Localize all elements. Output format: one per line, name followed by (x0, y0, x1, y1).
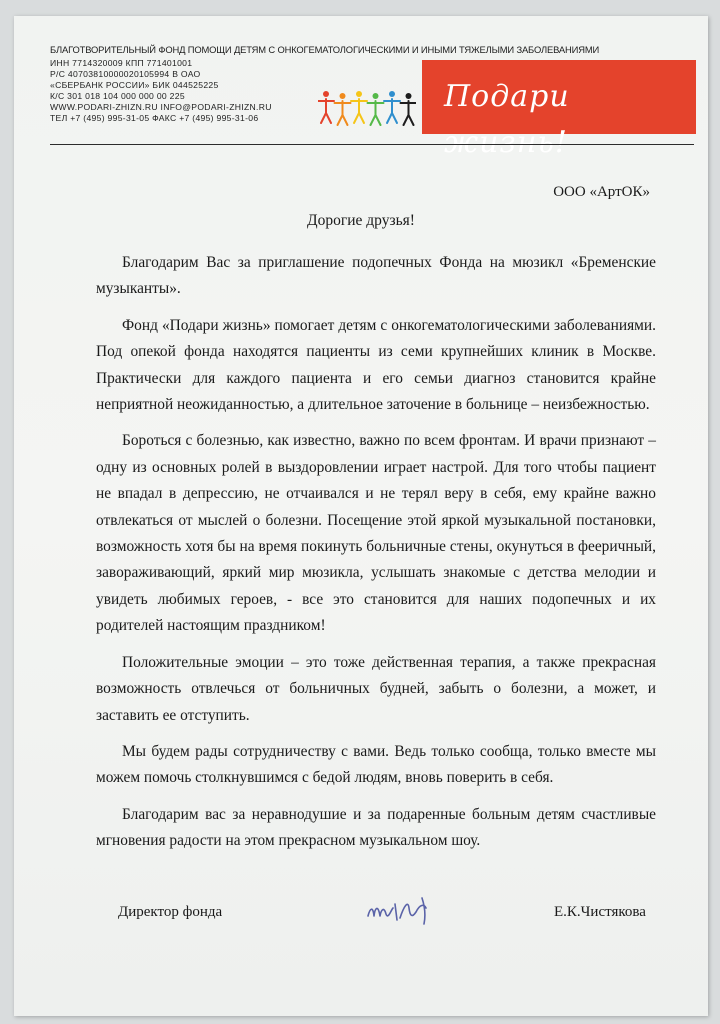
foundation-full-name: БЛАГОТВОРИТЕЛЬНЫЙ ФОНД ПОМОЩИ ДЕТЯМ С ОНКОГЕМАТОЛОГИЧЕСКИМИ И ИНЫМИ ТЯЖЕЛЫМИ ЗАБОЛЕВАНИЯМИ (50, 44, 600, 55)
letter-page (14, 16, 708, 1016)
paragraph: Благодарим Вас за приглашение подопечных Фонда на мюзикл «Бременские музыканты». (96, 254, 656, 298)
people-logo-icon (318, 88, 416, 128)
paragraph: Мы будем рады сотрудничеству с вами. Ведь только сообща, только вместе мы можем помочь столкнувшимся с бедой людям, вновь поверить в себя. (96, 742, 656, 787)
greeting: Дорогие друзья! (307, 212, 415, 229)
requisites-inn: ИНН 7714320009 КПП 771401001 (50, 58, 193, 68)
paragraph: Фонд «Подари жизнь» помогает детям с онкогематологическими заболеваниями. Под опекой фонда находятся пациенты из семи крупнейших клиник в Москве. Практически для каждого пациента и его семьи диагноз становится крайне неприятной неожиданностью, а длительное заточение в больнице – неизбежностью. (96, 316, 656, 414)
person-figure-icon (368, 93, 384, 125)
requisites-phone: ТЕЛ +7 (495) 995-31-05 ФАКС +7 (495) 995-31-06 (50, 112, 259, 123)
requisites-account: Р/С 40703810000020105994 В ОАО (50, 68, 201, 79)
person-figure-icon (351, 91, 367, 123)
requisites-web: WWW.PODARI-ZHIZN.RU INFO@PODARI-ZHIZN.RU (50, 101, 272, 112)
brand-logo-text: Подари жизнь! (444, 79, 570, 160)
person-figure-icon (401, 93, 417, 125)
recipient: ООО «АртОК» (553, 184, 650, 200)
person-figure-icon (335, 93, 351, 125)
paragraph: Благодарим вас за неравнодушие и за подаренные больным детям счастливые мгновения радости на этом прекрасном музыкальном шоу. (96, 805, 656, 850)
letterhead-divider (50, 144, 694, 145)
letter-body (96, 250, 656, 865)
signatory-name: Е.К.Чистякова (554, 904, 646, 920)
person-figure-icon (318, 91, 334, 123)
requisites-corr-account: К/С 301 018 104 000 000 00 225 (50, 90, 185, 101)
signatory-title: Директор фонда (118, 904, 223, 920)
brand-logo (422, 60, 696, 160)
person-figure-icon (384, 91, 400, 123)
letterhead (50, 44, 694, 164)
foundation-requisites (50, 58, 320, 123)
paragraph: Положительные эмоции – это тоже действенная терапия, а также прекрасная возможность отвлечься от больничных будней, забыть о болезни, а может, и заставить ее отступить. (96, 653, 656, 724)
paragraph: Бороться с болезнью, как известно, важно по всем фронтам. И врачи признают – одну из основных ролей в выздоровлении играет настрой. Для того чтобы пациент не впадал в депрессию, не отчаивался и не терял веру в себя, ему крайне важно отвлекаться от мыслей о болезни. Посещение этой яркой музыкальной постановки, возможность хотя бы на время покинуть больничные стены, окунуться в фееричный, завораживающий, яркий мир мюзикла, услышать знакомые с детства мелодии и увидеть любимых героев, - все это становится для наших подопечных и их родителей настоящим праздником! (96, 432, 656, 635)
handwritten-signature (364, 894, 446, 930)
requisites-bank: «СБЕРБАНК РОССИИ» БИК 044525225 (50, 79, 219, 90)
